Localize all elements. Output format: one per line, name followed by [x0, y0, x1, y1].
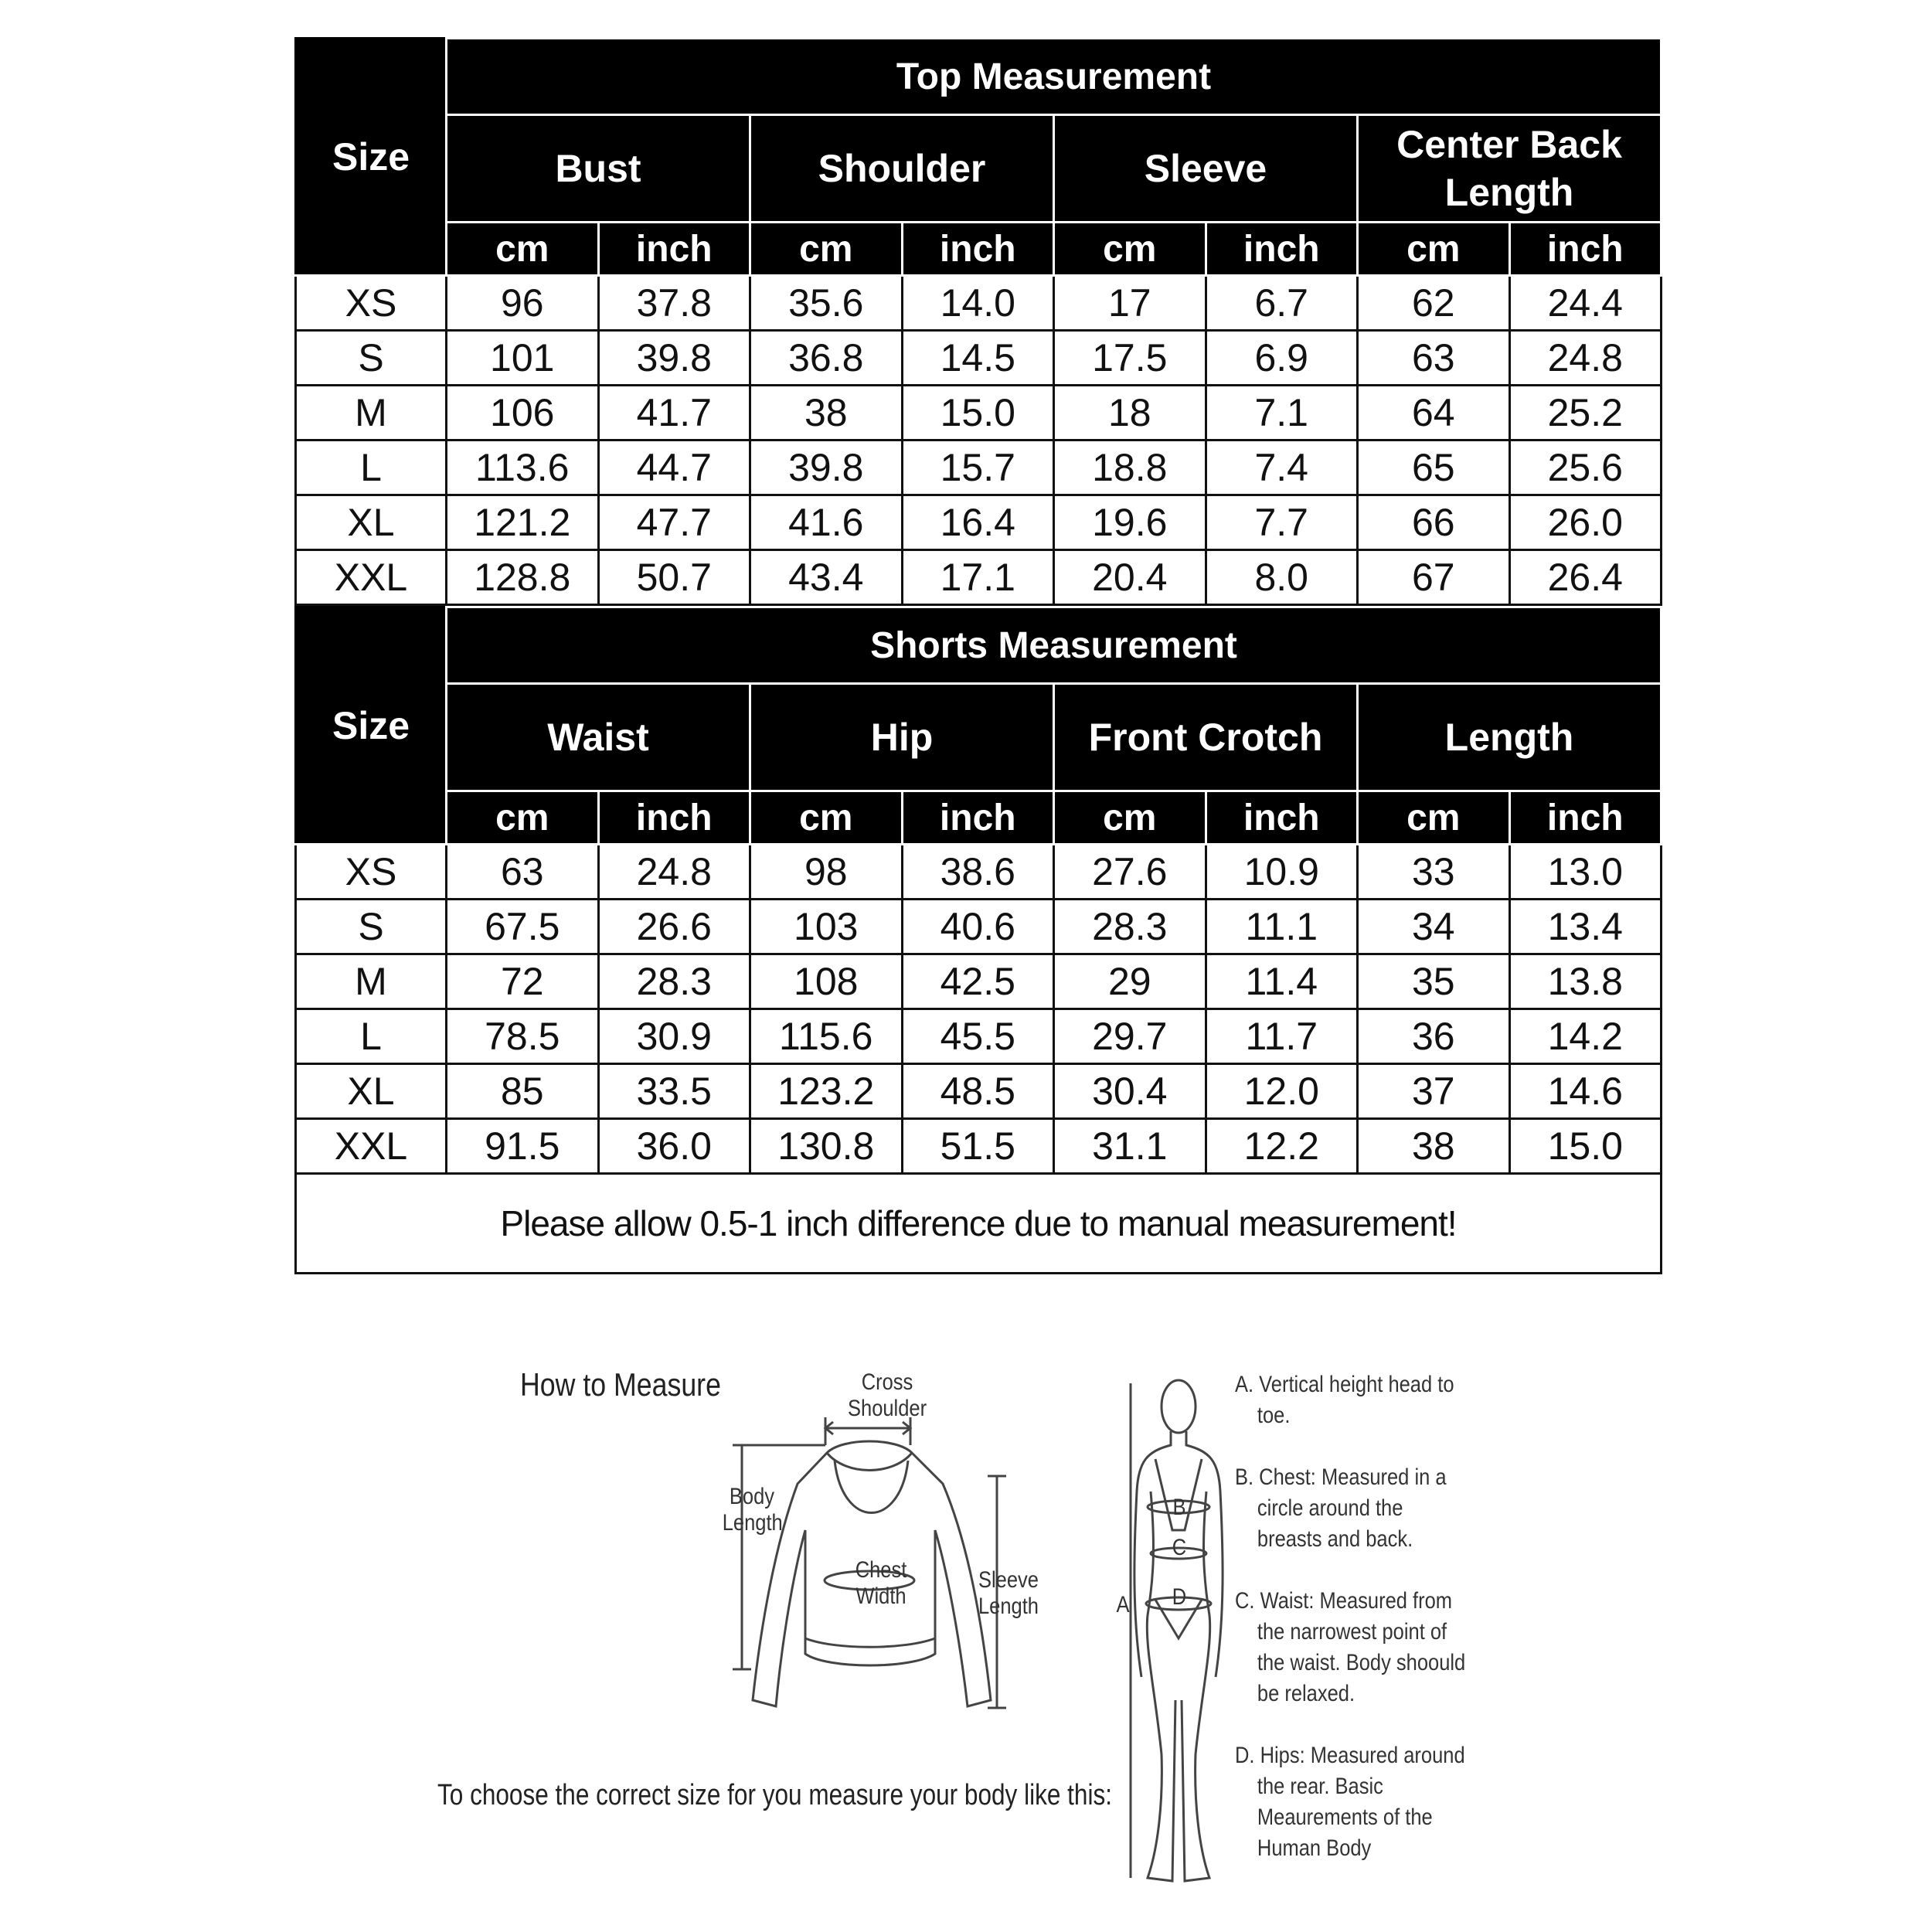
- value-cell: 26.4: [1509, 550, 1662, 605]
- table-row: [296, 1119, 1662, 1174]
- table-row: [296, 1064, 1662, 1119]
- value-cell: 27.6: [1054, 845, 1206, 900]
- size-chart: [294, 37, 1662, 1274]
- top-unit-header: inch: [1206, 223, 1358, 276]
- how-to-measure-title: How to Measure: [520, 1366, 721, 1403]
- value-cell: 6.9: [1206, 331, 1358, 386]
- value-cell: 24.8: [598, 845, 750, 900]
- value-cell: 103: [750, 900, 903, 954]
- value-cell: 7.1: [1206, 386, 1358, 440]
- shorts-unit-header: inch: [598, 791, 750, 845]
- value-cell: 47.7: [598, 495, 750, 550]
- shorts-group-header: Front Crotch: [1054, 684, 1358, 791]
- size-cell: M: [296, 386, 447, 440]
- value-cell: 121.2: [447, 495, 599, 550]
- top-unit-header: inch: [902, 223, 1054, 276]
- value-cell: 39.8: [598, 331, 750, 386]
- value-cell: 42.5: [902, 954, 1054, 1009]
- value-cell: 37: [1358, 1064, 1510, 1119]
- value-cell: 14.5: [902, 331, 1054, 386]
- table-row: [296, 550, 1662, 605]
- value-cell: 29.7: [1054, 1009, 1206, 1064]
- value-cell: 39.8: [750, 440, 903, 495]
- value-cell: 17.1: [902, 550, 1054, 605]
- shorts-unit-header: cm: [447, 791, 599, 845]
- value-cell: 36: [1358, 1009, 1510, 1064]
- value-cell: 123.2: [750, 1064, 903, 1119]
- size-cell: S: [296, 331, 447, 386]
- sleeve-length-label: Sleeve Length: [978, 1567, 1039, 1619]
- value-cell: 128.8: [447, 550, 599, 605]
- shorts-measurement-title: Shorts Measurement: [447, 607, 1662, 684]
- size-cell: XXL: [296, 1119, 447, 1174]
- measurement-instructions: [1235, 1369, 1471, 1895]
- value-cell: 33.5: [598, 1064, 750, 1119]
- value-cell: 41.6: [750, 495, 903, 550]
- value-cell: 48.5: [902, 1064, 1054, 1119]
- value-cell: 11.1: [1206, 900, 1358, 954]
- value-cell: 29: [1054, 954, 1206, 1009]
- value-cell: 13.8: [1509, 954, 1662, 1009]
- value-cell: 37.8: [598, 276, 750, 331]
- value-cell: 16.4: [902, 495, 1054, 550]
- value-cell: 96: [447, 276, 599, 331]
- value-cell: 36.8: [750, 331, 903, 386]
- shorts-group-header: Length: [1358, 684, 1662, 791]
- value-cell: 26.6: [598, 900, 750, 954]
- instruction-d: D. Hips: Measured around the rear. Basic Meaurements of the Human Body: [1235, 1743, 1465, 1861]
- value-cell: 18: [1054, 386, 1206, 440]
- size-cell: XL: [296, 495, 447, 550]
- value-cell: 72: [447, 954, 599, 1009]
- value-cell: 98: [750, 845, 903, 900]
- table-row: [296, 440, 1662, 495]
- value-cell: 8.0: [1206, 550, 1358, 605]
- value-cell: 106: [447, 386, 599, 440]
- value-cell: 38: [1358, 1119, 1510, 1174]
- shorts-unit-header: cm: [1358, 791, 1510, 845]
- value-cell: 38.6: [902, 845, 1054, 900]
- top-group-header: Sleeve: [1054, 115, 1358, 223]
- shorts-group-header: Waist: [447, 684, 750, 791]
- value-cell: 12.2: [1206, 1119, 1358, 1174]
- value-cell: 63: [447, 845, 599, 900]
- value-cell: 130.8: [750, 1119, 903, 1174]
- value-cell: 10.9: [1206, 845, 1358, 900]
- value-cell: 20.4: [1054, 550, 1206, 605]
- value-cell: 30.4: [1054, 1064, 1206, 1119]
- value-cell: 113.6: [447, 440, 599, 495]
- size-cell: XS: [296, 276, 447, 331]
- table-row: [296, 900, 1662, 954]
- size-cell: XS: [296, 845, 447, 900]
- value-cell: 101: [447, 331, 599, 386]
- cross-shoulder-label: Cross Shoulder: [848, 1369, 927, 1421]
- value-cell: 13.4: [1509, 900, 1662, 954]
- value-cell: 14.6: [1509, 1064, 1662, 1119]
- value-cell: 7.4: [1206, 440, 1358, 495]
- table-row: [296, 331, 1662, 386]
- value-cell: 15.7: [902, 440, 1054, 495]
- size-cell: M: [296, 954, 447, 1009]
- value-cell: 24.8: [1509, 331, 1662, 386]
- value-cell: 25.6: [1509, 440, 1662, 495]
- value-cell: 41.7: [598, 386, 750, 440]
- value-cell: 19.6: [1054, 495, 1206, 550]
- top-unit-header: inch: [1509, 223, 1662, 276]
- value-cell: 11.4: [1206, 954, 1358, 1009]
- value-cell: 24.4: [1509, 276, 1662, 331]
- value-cell: 18.8: [1054, 440, 1206, 495]
- human-body-diagram: [1124, 1368, 1233, 1909]
- value-cell: 34: [1358, 900, 1510, 954]
- value-cell: 115.6: [750, 1009, 903, 1064]
- top-unit-header: cm: [750, 223, 903, 276]
- shorts-group-header: Hip: [750, 684, 1054, 791]
- value-cell: 91.5: [447, 1119, 599, 1174]
- chest-width-label: Chest Width: [855, 1557, 907, 1609]
- letter-a-label: A: [1116, 1592, 1130, 1617]
- table-row: [296, 845, 1662, 900]
- size-cell: S: [296, 900, 447, 954]
- shorts-measurement-table: [294, 606, 1662, 1175]
- value-cell: 28.3: [598, 954, 750, 1009]
- how-to-measure-subtitle: To choose the correct size for you measure your body like this:: [437, 1779, 1113, 1811]
- value-cell: 63: [1358, 331, 1510, 386]
- table-row: [296, 386, 1662, 440]
- table-row: [296, 276, 1662, 331]
- value-cell: 11.7: [1206, 1009, 1358, 1064]
- size-cell: XXL: [296, 550, 447, 605]
- top-unit-header: inch: [598, 223, 750, 276]
- value-cell: 17: [1054, 276, 1206, 331]
- value-cell: 15.0: [902, 386, 1054, 440]
- value-cell: 35: [1358, 954, 1510, 1009]
- value-cell: 51.5: [902, 1119, 1054, 1174]
- value-cell: 15.0: [1509, 1119, 1662, 1174]
- size-cell: L: [296, 1009, 447, 1064]
- top-group-header: Center Back Length: [1358, 115, 1662, 223]
- value-cell: 64: [1358, 386, 1510, 440]
- instruction-b: B. Chest: Measured in a circle around the breasts and back.: [1235, 1464, 1447, 1552]
- table-row: [296, 495, 1662, 550]
- value-cell: 33: [1358, 845, 1510, 900]
- top-unit-header: cm: [1054, 223, 1206, 276]
- value-cell: 40.6: [902, 900, 1054, 954]
- size-cell: XL: [296, 1064, 447, 1119]
- size-header: Size: [296, 39, 447, 276]
- letter-b-label: B: [1172, 1495, 1186, 1520]
- instruction-c: C. Waist: Measured from the narrowest point of the waist. Body shoould be relaxed.: [1235, 1588, 1466, 1706]
- letter-c-label: C: [1172, 1535, 1187, 1560]
- value-cell: 65: [1358, 440, 1510, 495]
- shorts-unit-header: cm: [1054, 791, 1206, 845]
- value-cell: 6.7: [1206, 276, 1358, 331]
- value-cell: 45.5: [902, 1009, 1054, 1064]
- value-cell: 30.9: [598, 1009, 750, 1064]
- top-measurement-title: Top Measurement: [447, 39, 1662, 115]
- value-cell: 38: [750, 386, 903, 440]
- body-length-label: Body Length: [722, 1484, 783, 1536]
- value-cell: 36.0: [598, 1119, 750, 1174]
- value-cell: 31.1: [1054, 1119, 1206, 1174]
- shorts-unit-header: inch: [1206, 791, 1358, 845]
- value-cell: 28.3: [1054, 900, 1206, 954]
- value-cell: 7.7: [1206, 495, 1358, 550]
- value-cell: 108: [750, 954, 903, 1009]
- value-cell: 66: [1358, 495, 1510, 550]
- size-cell: L: [296, 440, 447, 495]
- table-row: [296, 954, 1662, 1009]
- value-cell: 14.2: [1509, 1009, 1662, 1064]
- value-cell: 62: [1358, 276, 1510, 331]
- value-cell: 67.5: [447, 900, 599, 954]
- top-unit-header: cm: [447, 223, 599, 276]
- measurement-note: Please allow 0.5-1 inch difference due to manual measurement!: [294, 1175, 1662, 1274]
- value-cell: 67: [1358, 550, 1510, 605]
- top-measurement-table: [294, 37, 1662, 606]
- value-cell: 25.2: [1509, 386, 1662, 440]
- top-group-header: Shoulder: [750, 115, 1054, 223]
- shorts-unit-header: inch: [902, 791, 1054, 845]
- value-cell: 12.0: [1206, 1064, 1358, 1119]
- table-row: [296, 1009, 1662, 1064]
- shorts-unit-header: cm: [750, 791, 903, 845]
- shorts-unit-header: inch: [1509, 791, 1662, 845]
- value-cell: 78.5: [447, 1009, 599, 1064]
- value-cell: 17.5: [1054, 331, 1206, 386]
- letter-d-label: D: [1172, 1584, 1187, 1610]
- value-cell: 26.0: [1509, 495, 1662, 550]
- size-header: Size: [296, 607, 447, 845]
- value-cell: 13.0: [1509, 845, 1662, 900]
- value-cell: 14.0: [902, 276, 1054, 331]
- value-cell: 85: [447, 1064, 599, 1119]
- instruction-a: A. Vertical height head to toe.: [1235, 1372, 1454, 1428]
- top-group-header: Bust: [447, 115, 750, 223]
- value-cell: 35.6: [750, 276, 903, 331]
- top-unit-header: cm: [1358, 223, 1510, 276]
- value-cell: 44.7: [598, 440, 750, 495]
- value-cell: 43.4: [750, 550, 903, 605]
- value-cell: 50.7: [598, 550, 750, 605]
